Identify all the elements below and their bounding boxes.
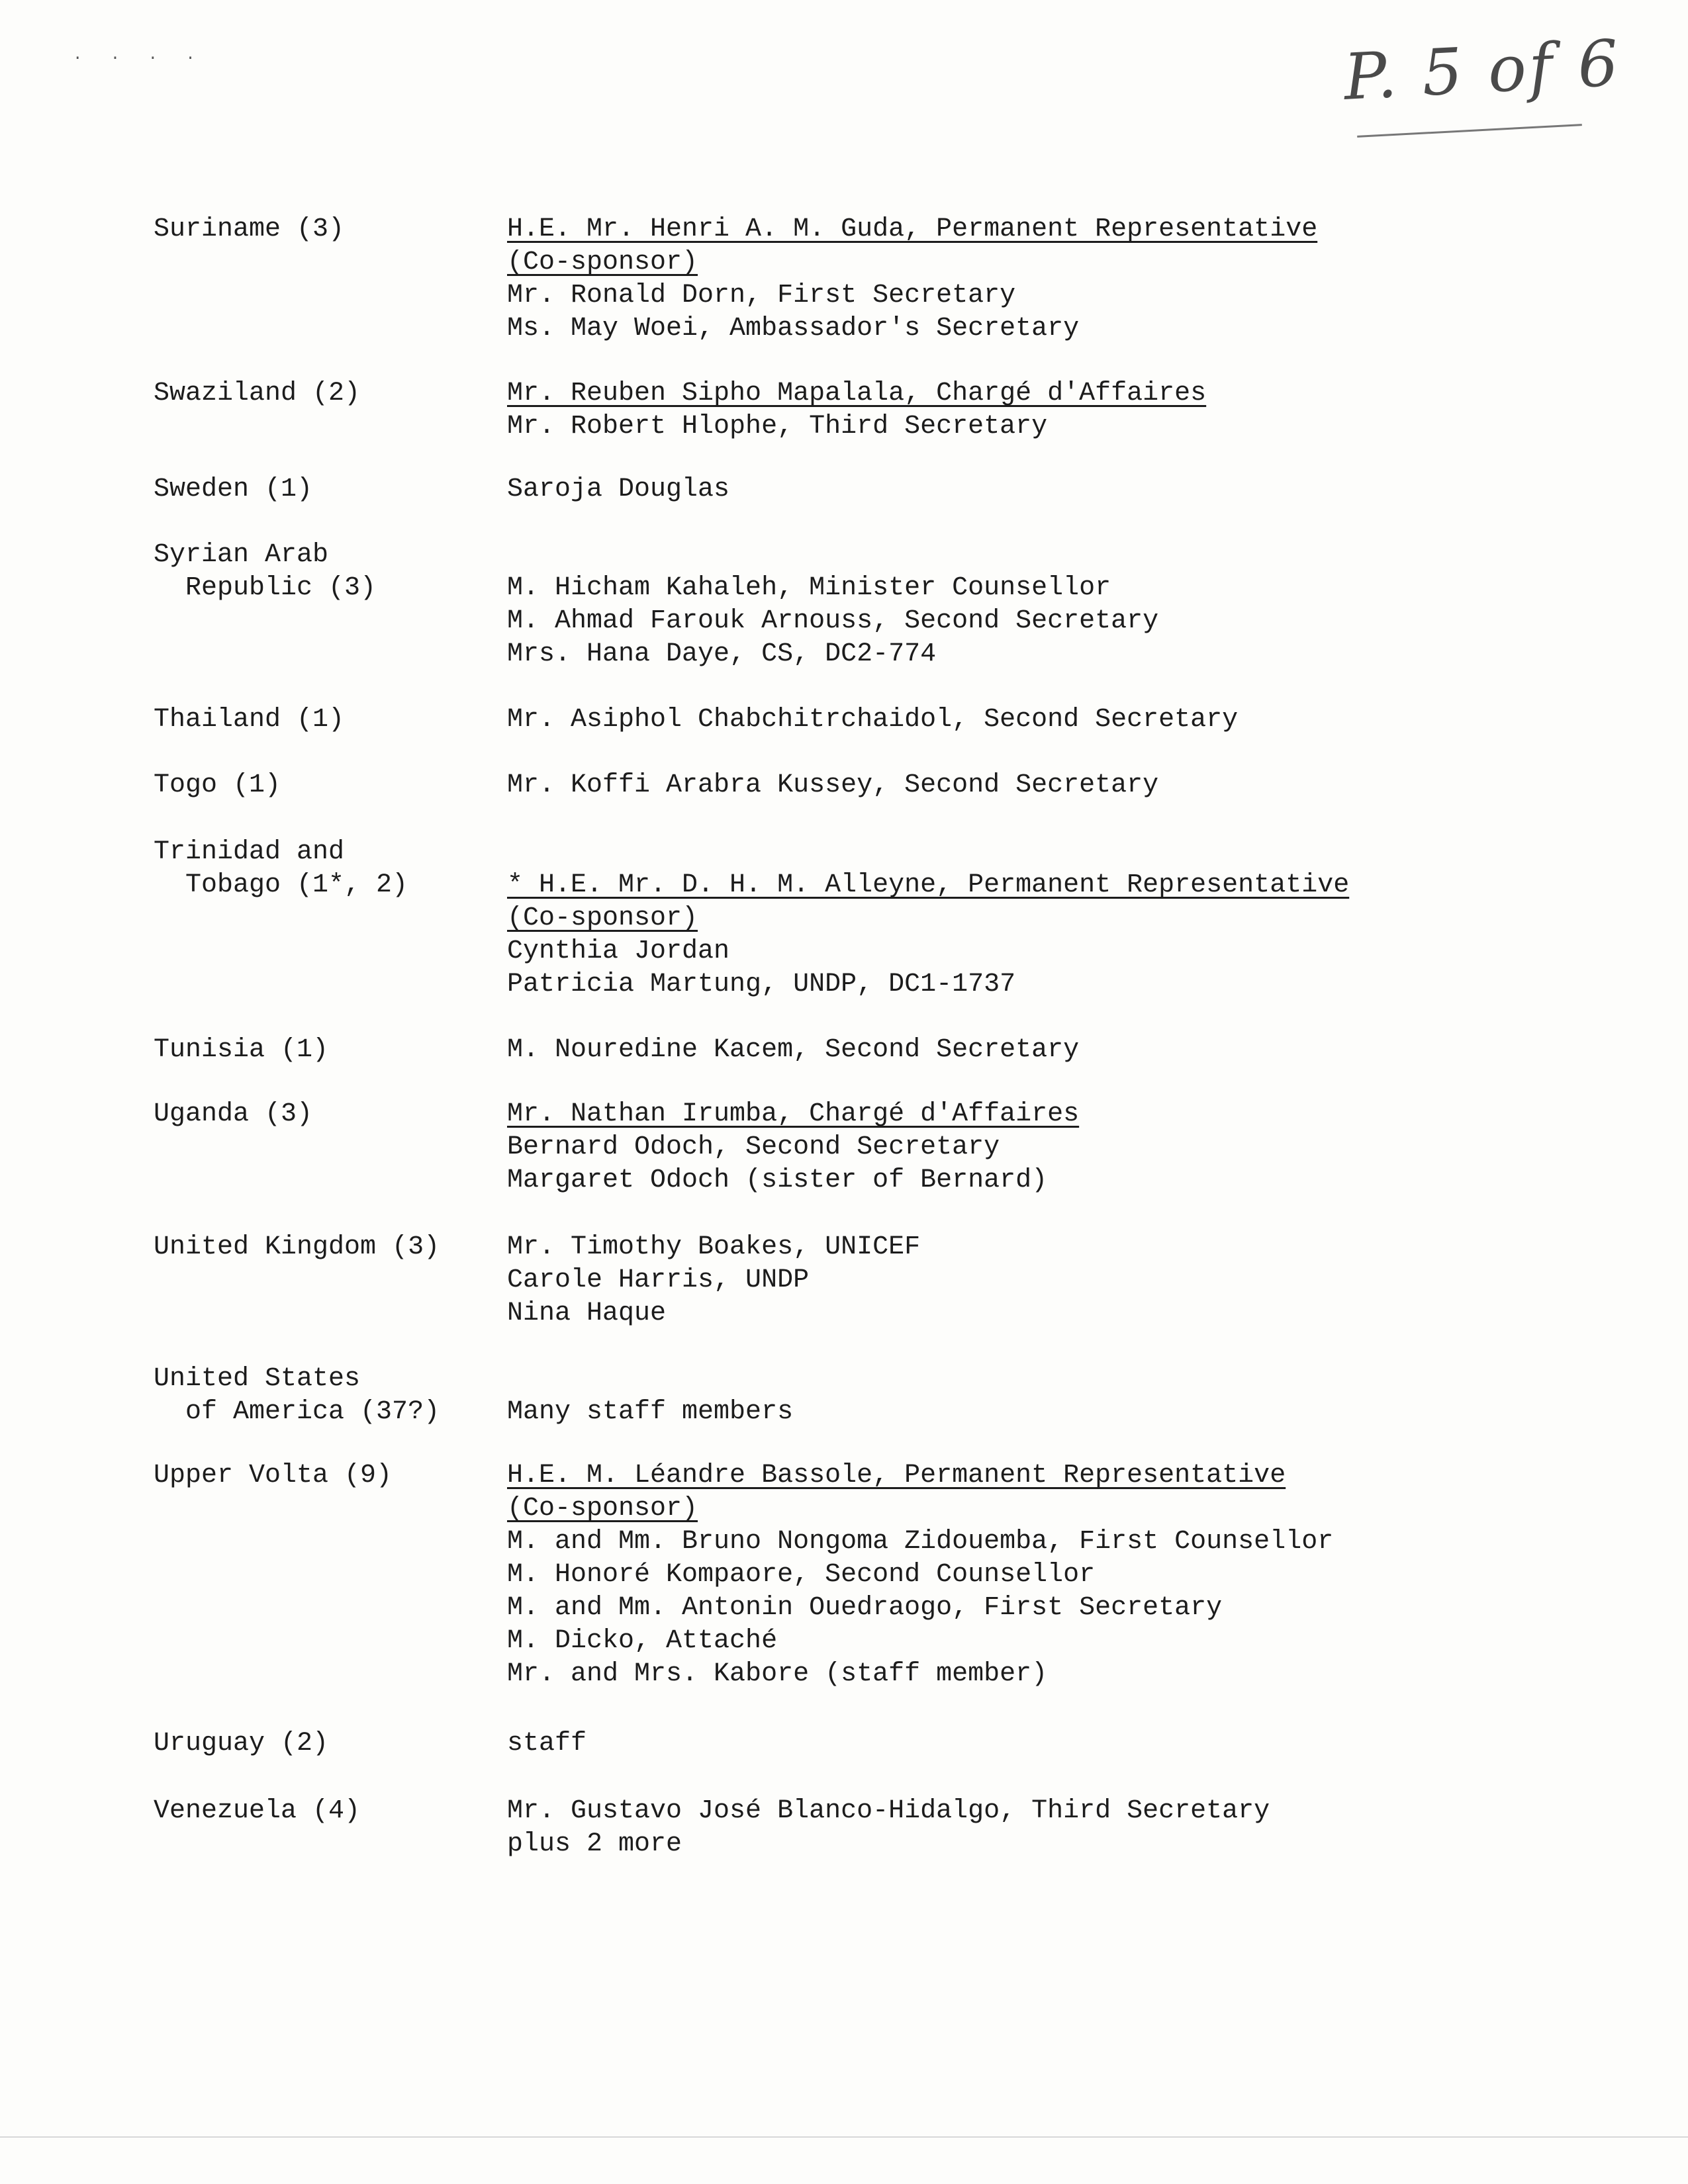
delegate-line xyxy=(507,769,1632,802)
country-line: Uruguay (2) xyxy=(154,1729,329,1758)
country-line: Suriname (3) xyxy=(154,214,345,244)
delegate-line xyxy=(507,902,1632,935)
delegate-line xyxy=(507,572,1632,605)
delegate-list xyxy=(507,1396,1632,1429)
delegate-text: (Co-sponsor) xyxy=(507,903,698,933)
country-line: United Kingdom (3) xyxy=(154,1232,440,1262)
country-name xyxy=(154,539,498,605)
delegate-line xyxy=(507,1492,1632,1525)
delegate-line xyxy=(507,1164,1632,1197)
delegate-line xyxy=(507,704,1632,737)
delegate-list xyxy=(507,213,1632,345)
delegate-text: Mrs. Hana Daye, CS, DC2-774 xyxy=(507,639,937,669)
delegate-text: Bernard Odoch, Second Secretary xyxy=(507,1132,1000,1162)
delegate-list xyxy=(507,1231,1632,1330)
delegate-list xyxy=(507,473,1632,506)
handwritten-underline xyxy=(1357,124,1582,138)
country-name xyxy=(154,836,498,902)
delegate-line xyxy=(507,1828,1632,1861)
delegate-text: staff xyxy=(507,1729,587,1758)
delegate-text: M. and Mm. Antonin Ouedraogo, First Secretary xyxy=(507,1593,1223,1623)
delegate-text: (Co-sponsor) xyxy=(507,248,698,277)
delegate-line xyxy=(507,246,1632,279)
delegate-text: Mr. Robert Hlophe, Third Secretary xyxy=(507,412,1048,441)
country-line: Trinidad and xyxy=(154,837,345,867)
delegate-line xyxy=(507,1034,1632,1067)
country-name xyxy=(154,1231,498,1264)
delegate-line xyxy=(507,1297,1632,1330)
delegate-text: (Co-sponsor) xyxy=(507,1494,698,1524)
delegate-line xyxy=(507,1559,1632,1592)
country-line: Republic (3) xyxy=(154,573,377,603)
country-name xyxy=(154,1363,498,1429)
delegate-text: Mr. Gustavo José Blanco-Hidalgo, Third Secretary xyxy=(507,1796,1270,1826)
delegate-text: Mr. Koffi Arabra Kussey, Second Secretary xyxy=(507,770,1159,800)
delegate-line xyxy=(507,1098,1632,1131)
delegate-line xyxy=(507,605,1632,638)
country-name xyxy=(154,1795,498,1828)
page-bottom-edge xyxy=(0,2136,1688,2138)
delegate-list xyxy=(507,869,1632,1001)
country-name xyxy=(154,1098,498,1131)
delegate-text: M. Nouredine Kacem, Second Secretary xyxy=(507,1035,1080,1065)
delegate-text: M. and Mm. Bruno Nongoma Zidouemba, First Counsellor xyxy=(507,1527,1334,1557)
delegate-line xyxy=(507,1625,1632,1658)
country-name xyxy=(154,1034,498,1067)
delegate-text: Nina Haque xyxy=(507,1298,667,1328)
country-line: Syrian Arab xyxy=(154,540,329,570)
delegate-list xyxy=(507,704,1632,737)
scan-specks: · · · · xyxy=(73,50,205,68)
country-line: Uganda (3) xyxy=(154,1099,313,1129)
delegate-text: Mr. Asiphol Chabchitrchaidol, Second Secretary xyxy=(507,705,1239,735)
delegate-line xyxy=(507,935,1632,968)
delegate-list xyxy=(507,1727,1632,1760)
handwritten-page-note: P. 5 of 6 xyxy=(1342,26,1623,114)
country-line: United States xyxy=(154,1364,361,1394)
delegate-text: M. Hicham Kahaleh, Minister Counsellor xyxy=(507,573,1111,603)
country-name xyxy=(154,1459,498,1492)
delegate-text: Carole Harris, UNDP xyxy=(507,1265,810,1295)
country-name xyxy=(154,473,498,506)
delegate-line xyxy=(507,1592,1632,1625)
delegate-text: Mr. Ronald Dorn, First Secretary xyxy=(507,281,1016,310)
delegate-text: H.E. M. Léandre Bassole, Permanent Representative xyxy=(507,1461,1286,1490)
delegate-list xyxy=(507,769,1632,802)
delegate-line xyxy=(507,869,1632,902)
delegate-line xyxy=(507,473,1632,506)
country-line: Thailand (1) xyxy=(154,705,345,735)
delegate-list xyxy=(507,377,1632,443)
delegate-text: * H.E. Mr. D. H. M. Alleyne, Permanent Representative xyxy=(507,870,1350,900)
delegate-line xyxy=(507,1727,1632,1760)
delegate-text: M. Honoré Kompaore, Second Counsellor xyxy=(507,1560,1096,1590)
country-line: Tunisia (1) xyxy=(154,1035,329,1065)
delegate-list xyxy=(507,1459,1632,1691)
delegate-text: Mr. Reuben Sipho Mapalala, Chargé d'Affaires xyxy=(507,379,1207,408)
delegate-line xyxy=(507,638,1632,671)
delegate-list xyxy=(507,1098,1632,1197)
country-name xyxy=(154,213,498,246)
delegate-list xyxy=(507,572,1632,671)
delegate-line xyxy=(507,968,1632,1001)
country-line: Upper Volta (9) xyxy=(154,1461,393,1490)
delegate-line xyxy=(507,312,1632,345)
delegate-text: M. Ahmad Farouk Arnouss, Second Secretary xyxy=(507,606,1159,636)
country-line: Sweden (1) xyxy=(154,475,313,504)
country-line: Tobago (1*, 2) xyxy=(154,870,408,900)
delegate-list xyxy=(507,1795,1632,1861)
delegate-line xyxy=(507,1525,1632,1559)
delegate-text: plus 2 more xyxy=(507,1829,682,1859)
delegate-text: Many staff members xyxy=(507,1397,794,1427)
country-name xyxy=(154,377,498,410)
delegate-line xyxy=(507,1264,1632,1297)
country-line: Togo (1) xyxy=(154,770,281,800)
delegate-text: Ms. May Woei, Ambassador's Secretary xyxy=(507,314,1080,343)
delegate-text: Saroja Douglas xyxy=(507,475,730,504)
delegate-line xyxy=(507,410,1632,443)
delegate-text: Margaret Odoch (sister of Bernard) xyxy=(507,1165,1048,1195)
country-line: Swaziland (2) xyxy=(154,379,361,408)
delegate-text: Cynthia Jordan xyxy=(507,936,730,966)
country-name xyxy=(154,1727,498,1760)
delegate-line xyxy=(507,1795,1632,1828)
delegate-text: Mr. and Mrs. Kabore (staff member) xyxy=(507,1659,1048,1689)
delegate-list xyxy=(507,1034,1632,1067)
delegate-line xyxy=(507,377,1632,410)
country-name xyxy=(154,704,498,737)
country-line: of America (37?) xyxy=(154,1397,440,1427)
delegate-text: M. Dicko, Attaché xyxy=(507,1626,778,1656)
delegate-line xyxy=(507,279,1632,312)
delegate-text: Mr. Nathan Irumba, Chargé d'Affaires xyxy=(507,1099,1080,1129)
delegate-text: H.E. Mr. Henri A. M. Guda, Permanent Representative xyxy=(507,214,1318,244)
delegate-line xyxy=(507,1658,1632,1691)
delegate-line xyxy=(507,1459,1632,1492)
delegate-text: Patricia Martung, UNDP, DC1-1737 xyxy=(507,970,1016,999)
delegate-text: Mr. Timothy Boakes, UNICEF xyxy=(507,1232,921,1262)
delegate-line xyxy=(507,213,1632,246)
delegate-line xyxy=(507,1131,1632,1164)
delegate-line xyxy=(507,1396,1632,1429)
country-name xyxy=(154,769,498,802)
country-line: Venezuela (4) xyxy=(154,1796,361,1826)
delegate-line xyxy=(507,1231,1632,1264)
